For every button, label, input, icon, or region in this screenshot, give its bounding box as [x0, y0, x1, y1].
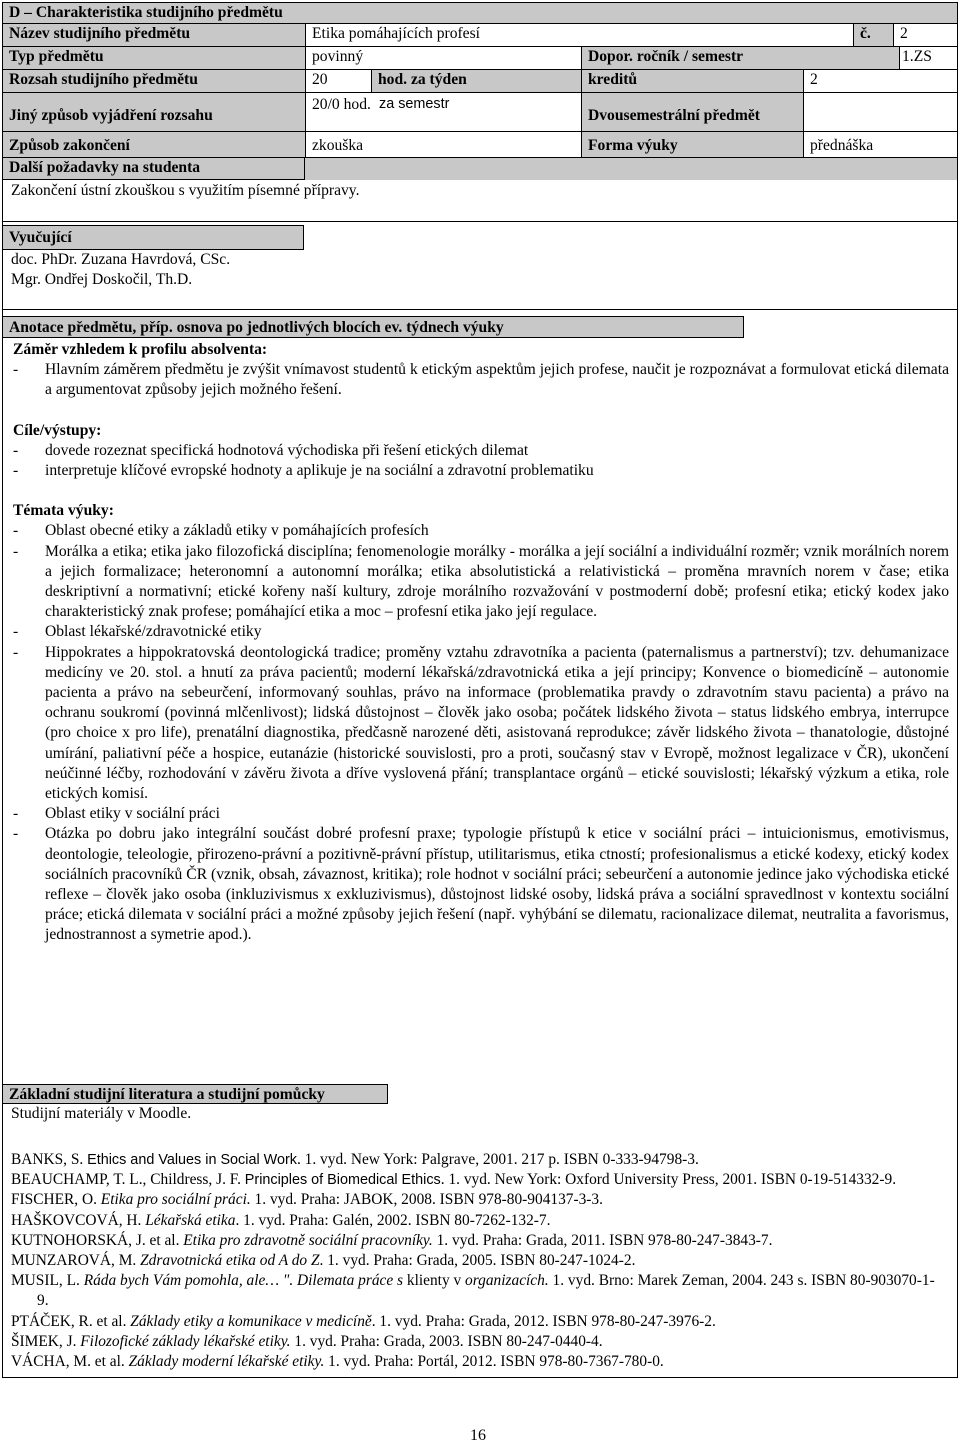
course-number-value: 2	[893, 24, 957, 46]
completion-value: zkouška	[305, 132, 581, 157]
scope-value: 20	[305, 70, 371, 92]
completion-label: Způsob zakončení	[3, 132, 305, 157]
requirements-label-row	[3, 158, 957, 180]
two-semester-label: Dvousemestrální předmět	[581, 93, 803, 131]
dash-marker: -	[13, 542, 19, 560]
other-scope-row	[3, 93, 957, 132]
literature-ref: FISCHER, O. Etika pro sociální práci. 1. vyd. Praha: JABOK, 2008. ISBN 978-80-904137-3-3.	[11, 1191, 603, 1209]
type-label: Typ předmětu	[3, 47, 305, 69]
page-number: 16	[470, 1427, 486, 1444]
topic-item: - Hippokrates a hippokratovská deontologická tradice; proměny vztahu zdravotníka a pacienta (paternalismus a partnerství); tzv. dehumanizace medicíny ve 20. stol. a hnutí za práva pacientů; moderní lékařská/zdravotnická etika a její principy; Konvence o biomedicíně – autonomie pacienta a právo na sebeurčení, informovaný souhlas, právo na informace (problematika pravdy o zdravotním stavu pacienta) a právo na ochranu soukromí (povinná mlčenlivost); lidská důstojnost – člověk jako osoba; počátek lidského života – status lidského embrya, interrupce (pro choice x pro life), prenatální diagnostika, předčasně narozené děti, asistovaná reprodukce; závěr lidského života – thanatologie, důstojné umírání, paliativní péče a hospice, eutanázie (historické souvislosti, pro a proti, současný stav v Evropě, možnost legalizace v ČR), ukončení neúčinné léčby, rozhodování v závěru života a dříve vyslovená přání; transplantace orgánů – etické souvislosti; lékařský výzkum a etika, role etických komisí.	[13, 643, 949, 803]
annotation-body	[13, 340, 949, 946]
scope-label: Rozsah studijního předmětu	[3, 70, 305, 92]
year-value: 1.ZS	[899, 47, 957, 69]
section-title-row	[3, 3, 957, 24]
dash-marker: -	[13, 361, 19, 379]
literature-ref: BEAUCHAMP, T. L., Childress, J. F. Principles of Biomedical Ethics. 1. vyd. New York: Oxford University Press, 2001. ISBN 0-19-514332-9.	[11, 1171, 897, 1189]
literature-ref: BANKS, S. Ethics and Values in Social Work. 1. vyd. New York: Palgrave, 2001. 217 p. ISBN 0-333-94798-3.	[11, 1151, 699, 1168]
hours-label: hod. za týden	[371, 70, 581, 92]
dash-marker: -	[13, 441, 19, 459]
annotation-section	[2, 310, 958, 1378]
aim-heading: Záměr vzhledem k profilu absolventa:	[13, 341, 268, 358]
course-name-label: Název studijního předmětu	[3, 24, 305, 46]
requirements-label: Další požadavky na studenta	[3, 158, 305, 180]
teacher-2: Mgr. Ondřej Doskočil, Th.D.	[11, 271, 193, 288]
literature-ref: PTÁČEK, R. et al. Základy etiky a komunikace v medicíně. 1. vyd. Praha: Grada, 2012. ISBN 978-80-247-3976-2.	[11, 1312, 716, 1330]
aim-item: - Hlavním záměrem předmětu je zvýšit vnímavost studentů k etickým aspektům jejich profese, naučit je rozpoznávat a formulovat etická dilemata a argumentovat způsoby jejich možného řešení.	[13, 361, 949, 399]
literature-ref: MUNZAROVÁ, M. Zdravotnická etika od A do Z. 1. vyd. Praha: Grada, 2005. ISBN 80-247-1024-2.	[11, 1252, 636, 1270]
credits-value: 2	[803, 70, 957, 92]
course-number-label: č.	[853, 24, 893, 46]
course-header-table	[2, 2, 958, 222]
literature-ref: HAŠKOVCOVÁ, H. Lékařská etika. 1. vyd. Praha: Galén, 2002. ISBN 80-7262-132-7.	[11, 1211, 551, 1229]
literature-list	[11, 1150, 943, 1372]
literature-label: Základní studijní literatura a studijní pomůcky	[2, 1084, 388, 1104]
other-scope-value	[305, 93, 581, 131]
topic-item: - Oblast lékařské/zdravotnické etiky	[13, 622, 949, 642]
form-label: Forma výuky	[581, 132, 803, 157]
dash-marker: -	[13, 522, 19, 540]
completion-row	[3, 132, 957, 158]
topic-item: - Morálka a etika; etika jako filozofická disciplína; fenomenologie morálky - morálka a její sociální a individuální rozměr; vznik morálních norem a jejich formalizace; heteronomní a autonomní morálka; etika absolutistická a relativistická – proměna mravních norem v čase; etika deskriptivní a normativní; etické kořeny naší kultury, zdroje morálního rozvažování v postmoderní době; profesní etika; etický kodex jako charakteristický znak profese; pomáhající etika a moc – profesní etika jako její regulace.	[13, 542, 949, 621]
two-semester-value	[803, 93, 957, 131]
annotation-label: Anotace předmětu, příp. osnova po jednotlivých blocích ev. týdnech výuky	[2, 316, 744, 338]
literature-intro: Studijní materiály v Moodle.	[11, 1105, 192, 1122]
dash-marker: -	[13, 623, 19, 641]
literature-ref: MUSIL, L. Ráda bych Vám pomohla, ale… ". Dilemata práce s klienty v organizacích. 1. vyd. Brno: Marek Zeman, 2004. 243 s. ISBN 80-903070-1-9.	[11, 1272, 935, 1310]
dash-marker: -	[13, 462, 19, 480]
literature-ref: VÁCHA, M. et al. Základy moderní lékařské etiky. 1. vyd. Praha: Portál, 2012. ISBN 978-80-7367-780-0.	[11, 1353, 664, 1371]
credits-label: kreditů	[581, 70, 803, 92]
goals-heading: Cíle/výstupy:	[13, 421, 102, 439]
topic-item: - Oblast etiky v sociální práci	[13, 804, 949, 824]
course-name-row	[3, 24, 957, 47]
course-name-value: Etika pomáhajících profesí	[305, 24, 853, 46]
dash-marker: -	[13, 825, 19, 843]
goal-item: - dovede rozeznat specifická hodnotová východiska při řešení etických dilemat	[13, 441, 949, 461]
year-label: Dopor. ročník / semestr	[581, 47, 899, 69]
teachers-section	[2, 222, 958, 310]
teachers-label: Vyučující	[2, 225, 304, 250]
other-scope-unit: za semestr	[379, 96, 450, 112]
type-row	[3, 47, 957, 70]
goal-item: - interpretuje klíčové evropské hodnoty a aplikuje je na sociální a zdravotní problematiku	[13, 461, 949, 481]
other-scope-hours: 20/0 hod.	[312, 96, 371, 113]
type-value: povinný	[305, 47, 581, 69]
other-scope-label: Jiný způsob vyjádření rozsahu	[3, 93, 305, 131]
topic-item: - Otázka po dobru jako integrální součást dobré profesní praxe; typologie přístupů k etice v sociální práci – intuicionismus, emotivismus, deontologie, teleologie, přirozeno-právní a pozitivně-právní přístup, utilitarismus, etika ctností; profesionalismus a etické kodexy, etický kodex sociálních pracovníků ČR (vznik, obsah, závaznost, kritika); role hodnot v sociální práci; sebeurčení a autonomie jedince jako východiska etické reflexe – člověk jako osoba (inkluzivismus x exkluzivismus), důstojnost lidské osoby, lidská práva a sociální spravedlnost v kontextu sociální práce; etická dilemata v sociální práci a možné způsoby jejich řešení (např. vyhýbání se dilematu, racionalizace dilemat, neutralita a favorismus, jednostrannost a symetrie apod.).	[13, 825, 949, 944]
topics-heading: Témata výuky:	[13, 502, 114, 520]
form-value: přednáška	[803, 132, 957, 157]
section-title: D – Charakteristika studijního předmětu	[9, 4, 283, 21]
dash-marker: -	[13, 805, 19, 823]
requirements-text: Zakončení ústní zkouškou s využitím písemné přípravy.	[11, 182, 360, 199]
teacher-1: doc. PhDr. Zuzana Havrdová, CSc.	[11, 251, 231, 268]
scope-row	[3, 70, 957, 93]
dash-marker: -	[13, 643, 19, 661]
literature-ref: KUTNOHORSKÁ, J. et al. Etika pro zdravotně sociální pracovníky. 1. vyd. Praha: Grada, 2011. ISBN 978-80-247-3843-7.	[11, 1231, 773, 1249]
literature-ref: ŠIMEK, J. Filozofické základy lékařské etiky. 1. vyd. Praha: Grada, 2003. ISBN 80-247-0440-4.	[11, 1332, 603, 1350]
topic-item: - Oblast obecné etiky a základů etiky v pomáhajících profesích	[13, 521, 949, 541]
